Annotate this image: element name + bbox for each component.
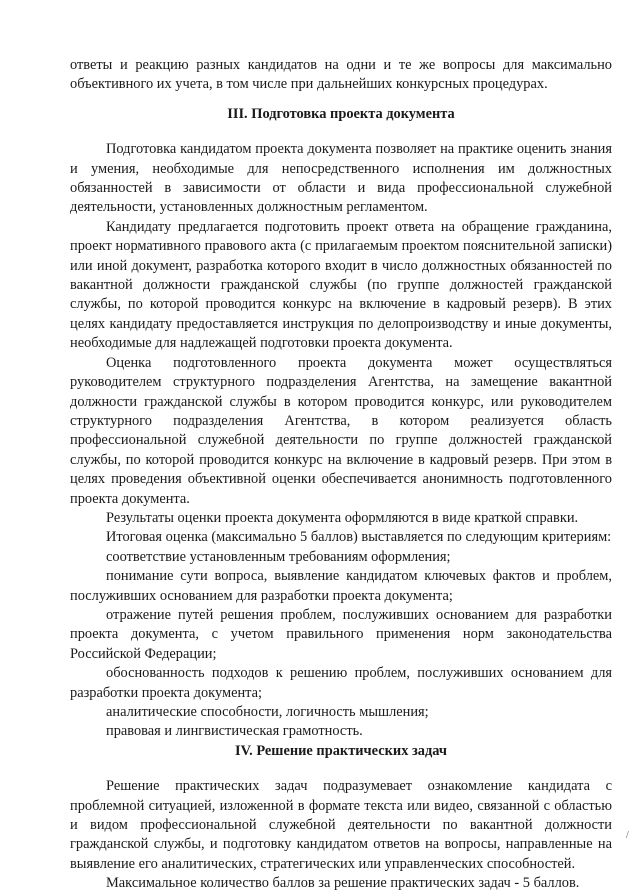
criteria-item: правовая и лингвистическая грамотность. (106, 723, 363, 740)
intro-continuation: ответы и реакцию разных кандидатов на одни и те же вопросы для максимально объективного их учета, в том числе при дальнейших конкурсных процедурах. (70, 57, 612, 93)
section-3-heading: III. Подготовка проекта документа (227, 105, 455, 122)
section-3-paragraph: Оценка подготовленного проекта документа может осуществляться руководителем структурного подразделения Агентства, на замещение вакантной должности гражданской службы в котором проводится конкурс, или руководителем структурного подразделения Агентства, в котором реализуется область профессиональной служебной деятельности по группе должностей гражданской службы, по которой проводится конкурс на включение в кадровый резерв. При этом в целях проведения объективной оценки обеспечивается анонимность подготовленного проекта документа. (70, 354, 612, 507)
section-3-paragraph: Подготовка кандидатом проекта документа позволяет на практике оценить знания и умения, необходимые для непосредственного исполнения им должностных обязанностей в зависимости от области и вида профессиональной служебной деятельности, установленных должностным регламентом. (70, 141, 612, 216)
section-4-paragraph: Максимальное количество баллов за решение практических задач - 5 баллов. (106, 875, 580, 892)
scan-edge-mark: / (626, 830, 629, 841)
section-4-paragraph: Решение практических задач подразумевает ознакомление кандидата с проблемной ситуацией, изложенной в формате текста или видео, связанной с областью и видом профессиональной служебной деятельности по вакантной должности гражданской службы, и подготовку кандидатом ответов на вопросы, направленные на выявление его аналитических, стратегических или управленческих способностей. (70, 778, 612, 872)
section-3-paragraph: Результаты оценки проекта документа оформляются в виде краткой справки. (106, 509, 579, 526)
section-3-paragraph: Итоговая оценка (максимально 5 баллов) выставляется по следующим критериям: (106, 529, 612, 546)
criteria-item: отражение путей решения проблем, послуживших основанием для разработки проекта документа, с учетом правильного применения норм законодательства Российской Федерации; (70, 606, 612, 662)
section-4-heading: IV. Решение практических задач (234, 742, 447, 759)
criteria-item: понимание сути вопроса, выявление кандидатом ключевых фактов и проблем, послуживших основанием для разработки проекта документа; (70, 568, 612, 604)
criteria-item: соответствие установленным требованиям оформления; (106, 548, 451, 565)
section-3-paragraph: Кандидату предлагается подготовить проект ответа на обращение гражданина, проект нормативного правового акта (с прилагаемым проектом пояснительной записки) или иной документ, разработка которого входит в число должностных обязанностей по вакантной должности гражданской службы (по группе должностей гражданской службы, по которой проводится конкурс на включение в кадровый резерв). В этих целях кандидату предоставляется инструкция по делопроизводству и иные документы, необходимые для надлежащей подготовки проекта документа. (70, 218, 612, 352)
criteria-item: аналитические способности, логичность мышления; (106, 704, 429, 720)
criteria-item: обоснованность подходов к решению проблем, послуживших основанием для разработки проекта документа; (70, 665, 612, 701)
